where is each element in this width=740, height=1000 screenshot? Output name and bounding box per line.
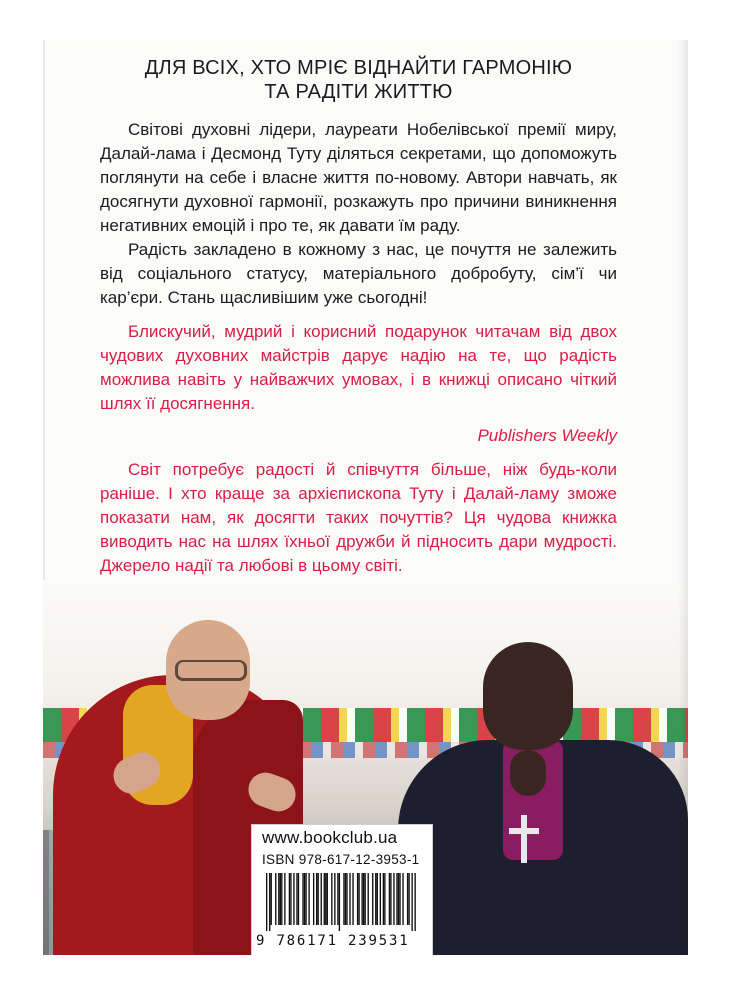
- cover-headline: [100, 56, 617, 104]
- barcode-bar: [331, 873, 332, 925]
- barcode-bar: [296, 873, 297, 925]
- description-paragraph-1: Світові духовні лідери, лауреати Нобелівської премії миру, Далай-лама і Десмонд Туту діляться секретами, що допоможуть поглянути на себе і власне життя по-новому. Автори навчать, як досягнути духовної гармонії, розкажуть про причини виникнення негативних емоцій і про те, як давати їм раду.: [100, 120, 617, 235]
- barcode-bar: [345, 873, 346, 925]
- review-quote-2: Світ потребує радості й співчуття більше, ніж будь-коли раніше. І хто краще за архієпископа Туту і Далай-ламу зможе показати нам, як досягти таких почуттів? Ця чудова книжка виводить нас на шлях їхньої дружби й підносить дари мудрості. Джерело надії та любові в цьому світі.: [100, 460, 617, 575]
- barcode-bar: [313, 873, 314, 925]
- barcode-bar: [293, 873, 294, 925]
- review-author-1: Publishers Weekly: [477, 426, 617, 445]
- barcode-bar: [304, 873, 305, 925]
- barcode-bar: [316, 873, 317, 925]
- barcode-bar: [278, 873, 279, 925]
- barcode-bar: [275, 873, 276, 925]
- barcode-bar: [290, 873, 291, 925]
- barcode-bar: [396, 873, 397, 925]
- barcode-bar: [318, 873, 319, 925]
- barcode-bar: [377, 873, 378, 925]
- barcode-bar: [380, 873, 381, 925]
- barcode-bar: [346, 873, 347, 925]
- barcode-bar: [390, 873, 391, 925]
- barcode-bars: [266, 873, 416, 931]
- barcode-bar: [411, 873, 412, 931]
- pectoral-cross-horizontal: [509, 828, 539, 834]
- headline-line-2: ТА РАДІТИ ЖИТТЮ: [264, 81, 453, 103]
- barcode-bar: [375, 873, 376, 925]
- barcode-bar: [408, 873, 409, 925]
- barcode-bar: [393, 873, 394, 925]
- cover-text-column: [100, 56, 617, 610]
- barcode-bar: [324, 873, 325, 925]
- barcode-bar: [349, 873, 350, 925]
- barcode-bar: [339, 873, 340, 931]
- barcode-bar: [414, 873, 415, 931]
- barcode-bar: [357, 873, 358, 925]
- barcode-bar: [407, 873, 408, 925]
- description-paragraph-2: Радість закладено в кожному з нас, це почуття не залежить від соціального статусу, матеріального добробуту, сім’ї чи кар’єри. Стань щасливішим уже сьогодні!: [100, 240, 617, 307]
- barcode-bar: [289, 873, 290, 925]
- barcode-bar: [269, 873, 270, 931]
- barcode-bar: [337, 873, 338, 925]
- raised-fist: [510, 750, 546, 796]
- barcode-bar: [334, 873, 335, 925]
- barcode-bar: [308, 873, 309, 925]
- barcode-bar: [383, 873, 384, 925]
- barcode-bar: [266, 873, 267, 931]
- barcode-bar: [372, 873, 373, 925]
- spacer: [100, 448, 617, 458]
- barcode-bar: [364, 873, 365, 925]
- barcode-block: [251, 824, 433, 955]
- barcode-bar: [271, 873, 272, 925]
- barcode-bar: [302, 873, 303, 925]
- barcode-bar: [321, 873, 322, 925]
- barcode-bar: [352, 873, 353, 925]
- book-back-cover: [43, 40, 688, 955]
- barcode-bar: [284, 873, 285, 925]
- barcode-bar: [281, 873, 282, 925]
- barcode-bar: [343, 873, 344, 925]
- barcode-bar: [363, 873, 364, 925]
- barcode-bar: [305, 873, 306, 925]
- barcode-bar: [384, 873, 385, 925]
- headline-line-1: ДЛЯ ВСІХ, ХТО МРІЄ ВІДНАЙТИ ГАРМОНІЮ: [144, 57, 573, 79]
- barcode-digits: 9 786171 239531: [256, 933, 410, 949]
- barcode-bar: [361, 873, 362, 925]
- barcode-bar: [358, 873, 359, 925]
- isbn-label: ISBN 978-617-12-3953-1: [262, 852, 420, 867]
- barcode-bar: [368, 873, 369, 925]
- barcode-bar: [325, 873, 326, 925]
- head: [483, 642, 573, 750]
- barcode-bar: [280, 873, 281, 925]
- barcode-bar: [298, 873, 299, 925]
- barcode-bar: [389, 873, 390, 925]
- pectoral-cross-vertical: [521, 815, 527, 863]
- barcode-bar: [327, 873, 328, 925]
- glasses: [175, 660, 247, 681]
- barcode-bar: [398, 873, 399, 925]
- spacer: [100, 310, 617, 320]
- publisher-url: www.bookclub.ua: [262, 828, 398, 847]
- barcode-bar: [399, 873, 400, 925]
- review-quote-1: Блискучий, мудрий і корисний подарунок читачам від двох чудових духовних майстрів дарує надію на те, що радість можлива навіть у найважчих умовах, і в книжці описано чіткий шлях її досягнення.: [100, 322, 617, 413]
- barcode-bar: [402, 873, 403, 925]
